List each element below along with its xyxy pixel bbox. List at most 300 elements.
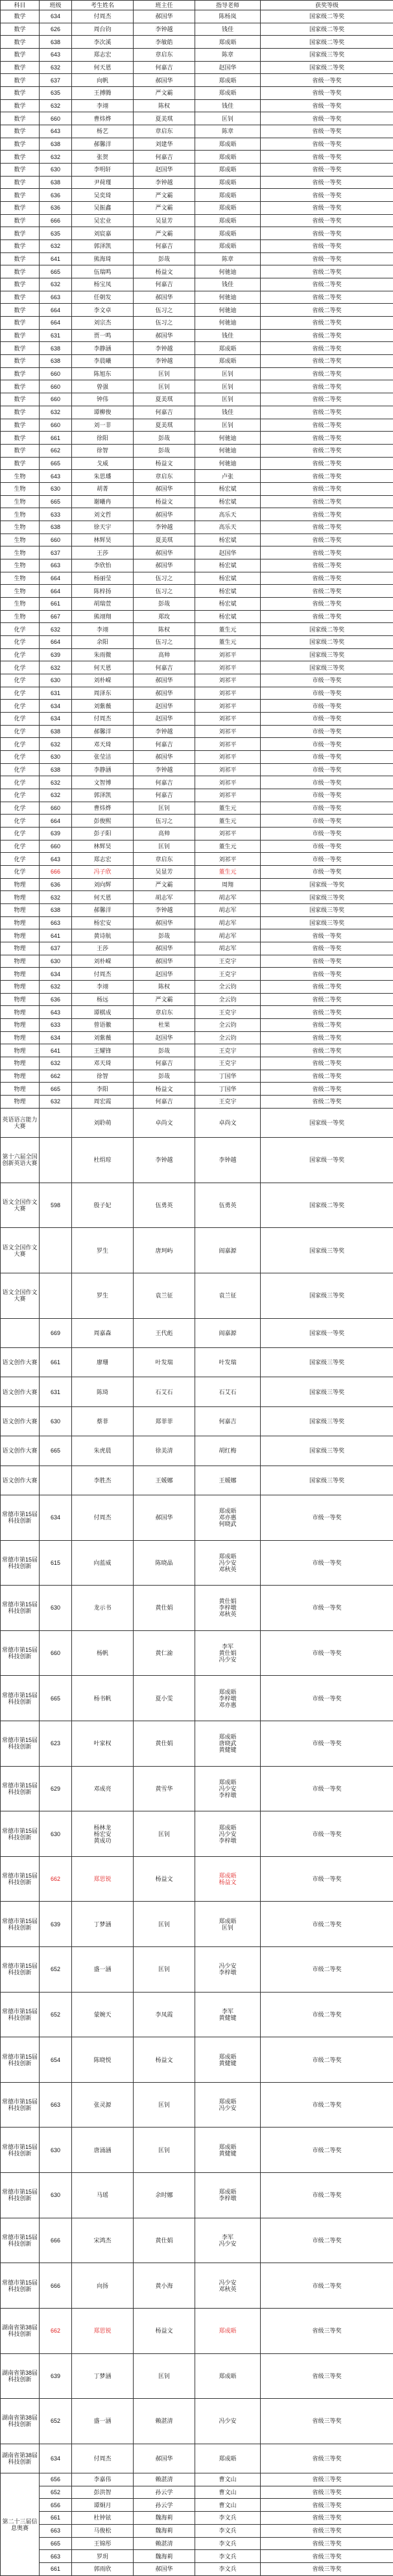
cell-student: 郝馨洋 — [72, 138, 134, 151]
cell-class: 632 — [40, 240, 72, 253]
cell-advisor: 丁国华 — [195, 1070, 261, 1083]
cell-advisor: 赵国华 — [195, 61, 261, 74]
cell-subject: 常德市第15届科技创新 — [1, 1676, 40, 1721]
cell-award: 国家级二等奖 — [261, 623, 393, 636]
cell-subject: 数学 — [1, 291, 40, 304]
cell-head-teacher: 章启东 — [134, 470, 195, 483]
cell-award: 省级二等奖 — [261, 559, 393, 572]
cell-class: 661 — [40, 2512, 72, 2525]
cell-advisor: 郑成晤 — [195, 355, 261, 368]
cell-subject: 生物 — [1, 559, 40, 572]
cell-award: 市级二等奖 — [261, 1992, 393, 2037]
cell-advisor: 郑成晤 邓亦惠 何晓武 — [195, 1495, 261, 1540]
cell-subject: 数学 — [1, 304, 40, 317]
cell-class — [40, 1466, 72, 1495]
cell-subject: 生物 — [1, 597, 40, 610]
cell-advisor: 何驰迪 — [195, 291, 261, 304]
table-row — [1, 1586, 393, 1631]
table-row — [1, 1721, 393, 1767]
table-row — [1, 317, 393, 330]
table-row — [1, 534, 393, 546]
cell-award: 市级一等奖 — [261, 1811, 393, 1857]
cell-award: 市级二等奖 — [261, 2218, 393, 2263]
cell-subject: 数学 — [1, 342, 40, 355]
cell-subject: 常德市第15届科技创新 — [1, 1902, 40, 1947]
cell-student: 冯子欣 — [72, 866, 134, 879]
cell-head-teacher: 杨益文 — [134, 265, 195, 278]
cell-class: 660 — [40, 367, 72, 380]
cell-student: 贾一鸣 — [72, 329, 134, 342]
cell-advisor: 董生元 — [195, 623, 261, 636]
cell-award: 国家级三等奖 — [261, 1228, 393, 1273]
cell-student: 林辉昊 — [72, 534, 134, 546]
cell-student: 刘宸嘉 — [72, 227, 134, 240]
cell-class: 634 — [40, 1031, 72, 1044]
cell-head-teacher: 匡钊 — [134, 367, 195, 380]
table-row — [1, 61, 393, 74]
cell-class: 632 — [40, 789, 72, 802]
table-row — [1, 151, 393, 164]
cell-student: 郭泽凯 — [72, 789, 134, 802]
cell-subject: 数学 — [1, 214, 40, 227]
cell-award: 省级二等奖 — [261, 585, 393, 598]
col-header-head-teacher: 班主任 — [134, 1, 195, 10]
cell-head-teacher: 魏海莉 — [134, 2512, 195, 2525]
table-row — [1, 189, 393, 202]
cell-award: 省级一等奖 — [261, 252, 393, 265]
table-row — [1, 1766, 393, 1811]
cell-head-teacher: 何嘉吉 — [134, 661, 195, 674]
cell-class: 643 — [40, 1006, 72, 1019]
cell-subject: 化学 — [1, 648, 40, 661]
cell-subject: 第二十三届信息奥赛 — [1, 2473, 40, 2576]
cell-award: 省级一等奖 — [261, 87, 393, 100]
cell-advisor: 卢张 — [195, 470, 261, 483]
cell-award: 市级二等奖 — [261, 2173, 393, 2218]
cell-award: 省级二等奖 — [261, 444, 393, 457]
cell-advisor: 钱佳 — [195, 23, 261, 36]
table-row — [1, 968, 393, 981]
table-row — [1, 521, 393, 534]
cell-subject: 物理 — [1, 916, 40, 929]
cell-award: 国家级三等奖 — [261, 904, 393, 917]
cell-head-teacher: 石艾石 — [134, 1377, 195, 1406]
table-row — [1, 1057, 393, 1070]
cell-head-teacher: 郝国华 — [134, 942, 195, 955]
table-row — [1, 202, 393, 215]
table-row — [1, 176, 393, 189]
cell-student: 张莹洁 — [72, 750, 134, 763]
cell-subject: 语文创作大赛 — [1, 1436, 40, 1466]
cell-head-teacher: 胡志军 — [134, 891, 195, 904]
cell-subject: 生物 — [1, 470, 40, 483]
cell-head-teacher: 匡钊 — [134, 1902, 195, 1947]
cell-class: 634 — [40, 968, 72, 981]
cell-award: 市级二等奖 — [261, 2037, 393, 2083]
cell-award: 省级二等奖 — [261, 508, 393, 521]
cell-subject: 湖南省第38届科技创新 — [1, 2399, 40, 2444]
cell-advisor: 曹文山 — [195, 2473, 261, 2486]
cell-advisor: 胡志军 — [195, 929, 261, 942]
cell-class — [40, 1108, 72, 1137]
table-row — [1, 738, 393, 751]
cell-award: 国家级一等奖 — [261, 1108, 393, 1137]
cell-student: 吴奕琦 — [72, 189, 134, 202]
cell-award: 省级一等奖 — [261, 214, 393, 227]
cell-class: 666 — [40, 866, 72, 879]
cell-award: 国家级三等奖 — [261, 1406, 393, 1436]
cell-head-teacher: 郝国华 — [134, 674, 195, 687]
table-row — [1, 329, 393, 342]
cell-head-teacher: 何嘉吉 — [134, 776, 195, 789]
cell-award: 国家级三等奖 — [261, 1436, 393, 1466]
table-row — [1, 419, 393, 432]
cell-class: 641 — [40, 252, 72, 265]
table-row — [1, 802, 393, 815]
cell-head-teacher: 郝国华 — [134, 2444, 195, 2473]
cell-head-teacher: 杨益文 — [134, 495, 195, 508]
cell-award: 市级一等奖 — [261, 1721, 393, 1767]
cell-advisor: 王克宇 — [195, 955, 261, 968]
cell-student: 刘朴嵘 — [72, 674, 134, 687]
cell-head-teacher: 郝国华 — [134, 750, 195, 763]
table-row — [1, 866, 393, 879]
cell-head-teacher: 何嘉吉 — [134, 406, 195, 419]
table-row — [1, 23, 393, 36]
cell-award: 省级二等奖 — [261, 470, 393, 483]
cell-class: 632 — [40, 61, 72, 74]
cell-class: 667 — [40, 610, 72, 623]
cell-class: 615 — [40, 1540, 72, 1586]
cell-head-teacher: 赵国华 — [134, 712, 195, 725]
cell-student: 罗生 — [72, 1228, 134, 1273]
cell-subject: 生物 — [1, 546, 40, 559]
cell-advisor: 卓尚文 — [195, 1108, 261, 1137]
cell-class: 630 — [40, 2128, 72, 2173]
cell-student: 付周杰 — [72, 10, 134, 23]
table-row — [1, 2353, 393, 2399]
cell-award: 市级一等奖 — [261, 1540, 393, 1586]
cell-class: 663 — [40, 2550, 72, 2563]
table-row — [1, 1070, 393, 1083]
cell-award: 国家级三等奖 — [261, 1377, 393, 1406]
cell-award: 市级一等奖 — [261, 828, 393, 840]
cell-award: 省级一等奖 — [261, 164, 393, 177]
cell-class: 631 — [40, 329, 72, 342]
cell-head-teacher: 李钟越 — [134, 1138, 195, 1183]
cell-student: 杨书帆 — [72, 1676, 134, 1721]
table-row — [1, 125, 393, 138]
cell-advisor: 阎嘉源 — [195, 1318, 261, 1347]
cell-head-teacher: 夏美琪 — [134, 534, 195, 546]
cell-class: 598 — [40, 1183, 72, 1228]
cell-class: 638 — [40, 725, 72, 738]
cell-student: 徐天宇 — [72, 521, 134, 534]
cell-advisor: 胡红梅 — [195, 1436, 261, 1466]
cell-student: 周宏霞 — [72, 1096, 134, 1109]
cell-class: 638 — [40, 763, 72, 776]
table-row — [1, 955, 393, 968]
cell-subject: 物理 — [1, 1019, 40, 1032]
cell-class: 636 — [40, 993, 72, 1006]
cell-head-teacher: 郝国华 — [134, 687, 195, 700]
cell-subject: 数学 — [1, 457, 40, 470]
cell-award: 省级一等奖 — [261, 138, 393, 151]
cell-head-teacher: 匡钊 — [134, 1811, 195, 1857]
cell-student: 文智博 — [72, 776, 134, 789]
cell-class: 652 — [40, 2399, 72, 2444]
cell-class: 652 — [40, 1992, 72, 2037]
cell-head-teacher: 李钟越 — [134, 763, 195, 776]
cell-head-teacher: 夏美琪 — [134, 419, 195, 432]
cell-head-teacher: 严文霸 — [134, 87, 195, 100]
cell-advisor: 郑成晤 — [195, 138, 261, 151]
cell-class: 638 — [40, 904, 72, 917]
cell-advisor: 李文兵 — [195, 2512, 261, 2525]
table-row — [1, 993, 393, 1006]
cell-award: 市级一等奖 — [261, 802, 393, 815]
cell-advisor: 胡志军 — [195, 891, 261, 904]
cell-student: 任朝发 — [72, 291, 134, 304]
cell-award: 省级三等奖 — [261, 2512, 393, 2525]
cell-subject: 数学 — [1, 189, 40, 202]
cell-subject: 数学 — [1, 74, 40, 87]
table-row — [1, 661, 393, 674]
cell-class: 665 — [40, 457, 72, 470]
table-row — [1, 1495, 393, 1540]
cell-student: 郑志宏 — [72, 49, 134, 62]
cell-advisor: 何驰迪 — [195, 265, 261, 278]
cell-award: 市级一等奖 — [261, 712, 393, 725]
cell-subject: 化学 — [1, 635, 40, 648]
cell-head-teacher: 彭哉 — [134, 929, 195, 942]
cell-class: 639 — [40, 2353, 72, 2399]
cell-advisor: 全云钧 — [195, 1031, 261, 1044]
table-row — [1, 2037, 393, 2083]
cell-class: 632 — [40, 738, 72, 751]
cell-award: 国家级三等奖 — [261, 648, 393, 661]
cell-award: 市级一等奖 — [261, 687, 393, 700]
cell-subject: 生物 — [1, 482, 40, 495]
cell-class: 634 — [40, 700, 72, 713]
cell-head-teacher: 郝国华 — [134, 291, 195, 304]
table-row — [1, 2524, 393, 2537]
cell-advisor: 冯少安 邓秋英 — [195, 2263, 261, 2309]
cell-advisor: 郑成晤 — [195, 2353, 261, 2399]
cell-advisor: 胡志军 — [195, 916, 261, 929]
cell-student: 郭雨欣 — [72, 2562, 134, 2575]
table-row — [1, 929, 393, 942]
cell-advisor: 赵国华 — [195, 546, 261, 559]
cell-advisor: 郑成晤 — [195, 189, 261, 202]
cell-head-teacher: 何嘉吉 — [134, 278, 195, 291]
cell-head-teacher: 黄仕娟 — [134, 2218, 195, 2263]
cell-advisor: 钱佳 — [195, 278, 261, 291]
cell-award: 省级三等奖 — [261, 2524, 393, 2537]
col-header-student: 考生姓名 — [72, 1, 134, 10]
cell-class: 634 — [40, 10, 72, 23]
cell-head-teacher: 黄仕娟 — [134, 1586, 195, 1631]
table-header-row — [1, 1, 393, 10]
table-row — [1, 138, 393, 151]
cell-subject: 数学 — [1, 36, 40, 49]
cell-student: 谭棋成 — [72, 1006, 134, 1019]
cell-class: 666 — [40, 2263, 72, 2309]
cell-subject: 常德市第15届科技创新 — [1, 2082, 40, 2128]
cell-student: 熊翊翔 — [72, 610, 134, 623]
cell-advisor: 匡钊 — [195, 393, 261, 406]
cell-award: 省级二等奖 — [261, 1006, 393, 1019]
cell-subject: 生物 — [1, 585, 40, 598]
cell-student: 李文卓 — [72, 304, 134, 317]
cell-student: 李阳 — [72, 1083, 134, 1096]
cell-advisor: 郑成晤 黄健键 — [195, 2037, 261, 2083]
cell-class: 663 — [40, 2524, 72, 2537]
cell-class: 664 — [40, 572, 72, 585]
cell-student: 刘向辉 — [72, 878, 134, 891]
cell-subject: 物理 — [1, 1057, 40, 1070]
cell-student: 黄诗航 — [72, 929, 134, 942]
cell-advisor: 郑成晤 匡钊 — [195, 1902, 261, 1947]
table-row — [1, 546, 393, 559]
cell-award: 市级一等奖 — [261, 789, 393, 802]
cell-class: 665 — [40, 265, 72, 278]
cell-advisor: 郑成晤 冯少安 — [195, 2082, 261, 2128]
cell-head-teacher: 何嘉吉 — [134, 61, 195, 74]
cell-subject: 常德市第15届科技创新 — [1, 2218, 40, 2263]
cell-subject: 化学 — [1, 687, 40, 700]
cell-advisor: 郑成晤 — [195, 202, 261, 215]
cell-class: 632 — [40, 1096, 72, 1109]
cell-head-teacher: 孙云学 — [134, 2499, 195, 2512]
cell-award: 国家级三等奖 — [261, 49, 393, 62]
cell-student: 刘一非 — [72, 419, 134, 432]
table-row — [1, 559, 393, 572]
cell-subject: 化学 — [1, 738, 40, 751]
cell-advisor: 叶发瑞 — [195, 1348, 261, 1377]
cell-head-teacher: 伍习之 — [134, 317, 195, 330]
cell-head-teacher: 郝国华 — [134, 955, 195, 968]
cell-advisor: 杨宏斌 — [195, 482, 261, 495]
cell-student: 朱虎晨 — [72, 1436, 134, 1466]
cell-advisor: 王媛娜 — [195, 1466, 261, 1495]
cell-head-teacher: 孙云学 — [134, 2486, 195, 2499]
table-row — [1, 2173, 393, 2218]
cell-head-teacher: 徐美清 — [134, 1436, 195, 1466]
cell-student: 龙示书 — [72, 1586, 134, 1631]
cell-subject: 化学 — [1, 674, 40, 687]
cell-student: 李静涵 — [72, 342, 134, 355]
cell-subject: 语文全国作文大赛 — [1, 1273, 40, 1319]
cell-student: 李翊 — [72, 99, 134, 112]
cell-advisor: 王克宇 — [195, 1006, 261, 1019]
cell-class: 656 — [40, 2499, 72, 2512]
cell-class: 636 — [40, 189, 72, 202]
cell-class: 629 — [40, 1766, 72, 1811]
cell-award: 省级二等奖 — [261, 355, 393, 368]
table-row — [1, 942, 393, 955]
cell-head-teacher: 杨益文 — [134, 2308, 195, 2353]
cell-head-teacher: 陈权 — [134, 99, 195, 112]
cell-class: 661 — [40, 432, 72, 445]
table-row — [1, 1436, 393, 1466]
cell-award: 省级三等奖 — [261, 2550, 393, 2563]
cell-subject: 化学 — [1, 866, 40, 879]
cell-advisor: 周翔 — [195, 878, 261, 891]
cell-head-teacher: 匡钊 — [134, 1947, 195, 1993]
cell-advisor: 郑成晤 李梓墩 — [195, 2173, 261, 2218]
cell-advisor: 刘祁平 — [195, 700, 261, 713]
cell-award: 市级二等奖 — [261, 2263, 393, 2309]
cell-advisor: 郑成晤 — [195, 151, 261, 164]
cell-subject: 常德市第15届科技创新 — [1, 1811, 40, 1857]
cell-subject: 物理 — [1, 878, 40, 891]
cell-class: 632 — [40, 891, 72, 904]
cell-subject: 物理 — [1, 1044, 40, 1057]
cell-student: 杨丽莹 — [72, 572, 134, 585]
cell-student: 杨艺 — [72, 125, 134, 138]
cell-class: 643 — [40, 853, 72, 866]
cell-subject: 数学 — [1, 61, 40, 74]
cell-class: 635 — [40, 87, 72, 100]
table-row — [1, 227, 393, 240]
cell-advisor: 刘祁平 — [195, 789, 261, 802]
table-row — [1, 1540, 393, 1586]
table-row — [1, 1856, 393, 1902]
table-row — [1, 585, 393, 598]
cell-award: 省级二等奖 — [261, 265, 393, 278]
table-row — [1, 240, 393, 253]
cell-student: 吴宏业 — [72, 214, 134, 227]
cell-class: 663 — [40, 291, 72, 304]
cell-student: 彭子阳 — [72, 828, 134, 840]
cell-advisor: 李军 冯少安 — [195, 2218, 261, 2263]
cell-award: 国家级二等奖 — [261, 10, 393, 23]
cell-head-teacher: 赖湛清 — [134, 2473, 195, 2486]
cell-subject: 常德市第15届科技创新 — [1, 1495, 40, 1540]
table-row — [1, 776, 393, 789]
cell-award: 国家级一等奖 — [261, 1138, 393, 1183]
cell-award: 省级二等奖 — [261, 1083, 393, 1096]
cell-advisor: 郑成晤 李梓墩 邓亦惠 — [195, 1676, 261, 1721]
cell-student: 周嘉森 — [72, 1318, 134, 1347]
cell-head-teacher: 李凤霞 — [134, 1992, 195, 2037]
cell-head-teacher: 李钟越 — [134, 23, 195, 36]
cell-subject: 化学 — [1, 815, 40, 828]
table-row — [1, 1096, 393, 1109]
table-row — [1, 1138, 393, 1183]
cell-head-teacher: 赵国华 — [134, 164, 195, 177]
cell-class: 669 — [40, 1318, 72, 1347]
cell-subject: 物理 — [1, 1031, 40, 1044]
table-row — [1, 1019, 393, 1032]
cell-head-teacher: 李钟越 — [134, 521, 195, 534]
cell-head-teacher: 杨益文 — [134, 1083, 195, 1096]
table-row — [1, 265, 393, 278]
cell-advisor: 董生元 — [195, 866, 261, 879]
table-row — [1, 1811, 393, 1857]
cell-subject: 物理 — [1, 993, 40, 1006]
table-row — [1, 1630, 393, 1676]
cell-award: 省级二等奖 — [261, 572, 393, 585]
cell-advisor: 李军 黄健键 — [195, 1992, 261, 2037]
table-row — [1, 1377, 393, 1406]
table-row — [1, 495, 393, 508]
cell-student: 罗生 — [72, 1273, 134, 1319]
cell-advisor: 刘祁平 — [195, 853, 261, 866]
cell-class: 664 — [40, 304, 72, 317]
table-row — [1, 432, 393, 445]
